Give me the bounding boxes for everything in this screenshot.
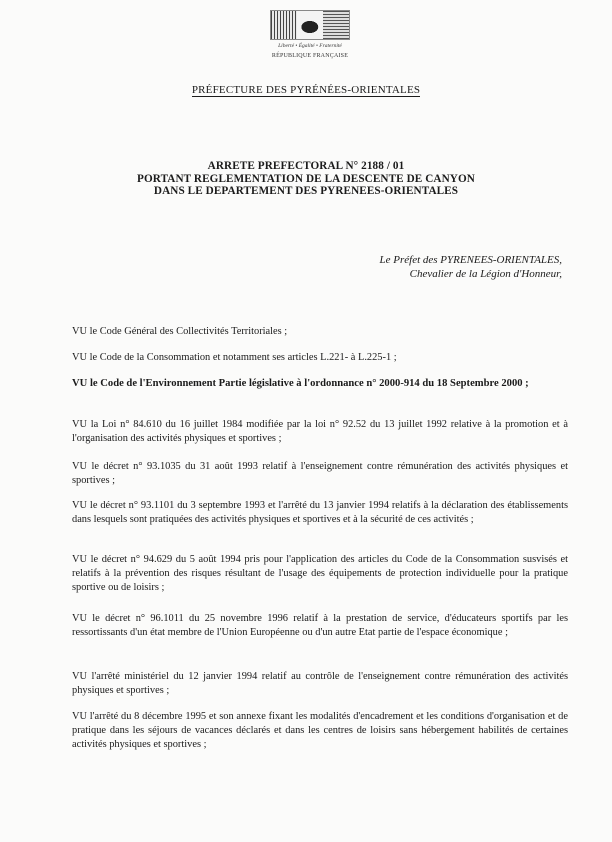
considerant: [72, 418, 568, 446]
considerant: [72, 553, 568, 596]
logo-motto: Liberté • Égalité • Fraternité: [278, 43, 342, 49]
prefecture-name: PRÉFECTURE DES PYRÉNÉES-ORIENTALES: [191, 84, 421, 96]
considerant-text: VU le décret n° 96.1011 du 25 novembre 1996 relatif à la prestation de service, d'éducateurs sportifs par les ressortissants d'un état membre de l'Union Européenne ou d'un autre Etat partie de l'espace économique ;: [72, 613, 568, 639]
considerant: [72, 460, 568, 488]
considerant: [72, 612, 568, 640]
logo-republic: RÉPUBLIQUE FRANÇAISE: [271, 53, 349, 59]
considerant-text: VU l'arrêté ministériel du 12 janvier 1994 relatif au contrôle de l'enseignement contre rémunération des activités physiques et sportives ;: [72, 671, 568, 697]
considerant-text: VU le décret n° 93.1101 du 3 septembre 1993 et l'arrêté du 13 janvier 1994 relatifs à la déclaration des établissements dans lesquels sont pratiquées des activités physiques et sportives et à la sécurité de ces activités ;: [72, 500, 568, 526]
considerant-text: VU le décret n° 93.1035 du 31 août 1993 relatif à l'enseignement contre rémunération des activités physiques et sportives ;: [72, 461, 568, 487]
prefet-signature-block: [380, 253, 563, 281]
considerant-text: VU le décret n° 94.629 du 5 août 1994 pris pour l'application des articles du Code de la Consommation susvisés et relatifs à la prévention des risques résultant de l'usage des équipements de protection individuelle pour la pratique sportive ou de loisirs ;: [72, 554, 568, 594]
considerant: [72, 499, 568, 527]
considerant: [72, 670, 568, 698]
title-line-1: ARRETE PREFECTORAL N° 2188 / 01: [207, 160, 405, 172]
considerant-text: VU la Loi n° 84.610 du 16 juillet 1984 modifiée par la loi n° 92.52 du 13 juillet 1992 relative à la promotion et à l'organisation des activités physiques et sportives ;: [72, 419, 568, 445]
considerant: [72, 377, 568, 391]
prefet-line-1: Le Préfet des PYRENEES-ORIENTALES,: [379, 254, 562, 266]
considerant: [72, 351, 568, 365]
considerant: [72, 710, 568, 753]
republique-francaise-logo: [258, 10, 362, 68]
title-line-3: DANS LE DEPARTEMENT DES PYRENEES-ORIENTALES: [153, 185, 459, 198]
marianne-flag-icon: [270, 10, 350, 40]
prefet-line-2: Chevalier de la Légion d'Honneur,: [409, 268, 562, 280]
title-line-2: PORTANT REGLEMENTATION DE LA DESCENTE DE CANYON: [137, 172, 475, 185]
considerant-text: VU l'arrêté du 8 décembre 1995 et son annexe fixant les modalités d'encadrement et les conditions d'organisation et de pratique dans les séjours de vacances déclarés et dans les centres de loisirs sans hébergement habilités de certaines activités physiques et sportives ;: [72, 711, 568, 751]
considerant-text: VU le Code Général des Collectivités Territoriales ;: [72, 326, 288, 337]
considerant: [72, 325, 568, 339]
considerant-text: VU le Code de l'Environnement Partie législative à l'ordonnance n° 2000-914 du 18 Septembre 2000 ;: [72, 378, 529, 389]
prefecture-heading: [0, 84, 612, 96]
arrete-title: [0, 160, 612, 198]
considerant-text: VU le Code de la Consommation et notamment ses articles L.221- à L.225-1 ;: [72, 352, 397, 363]
